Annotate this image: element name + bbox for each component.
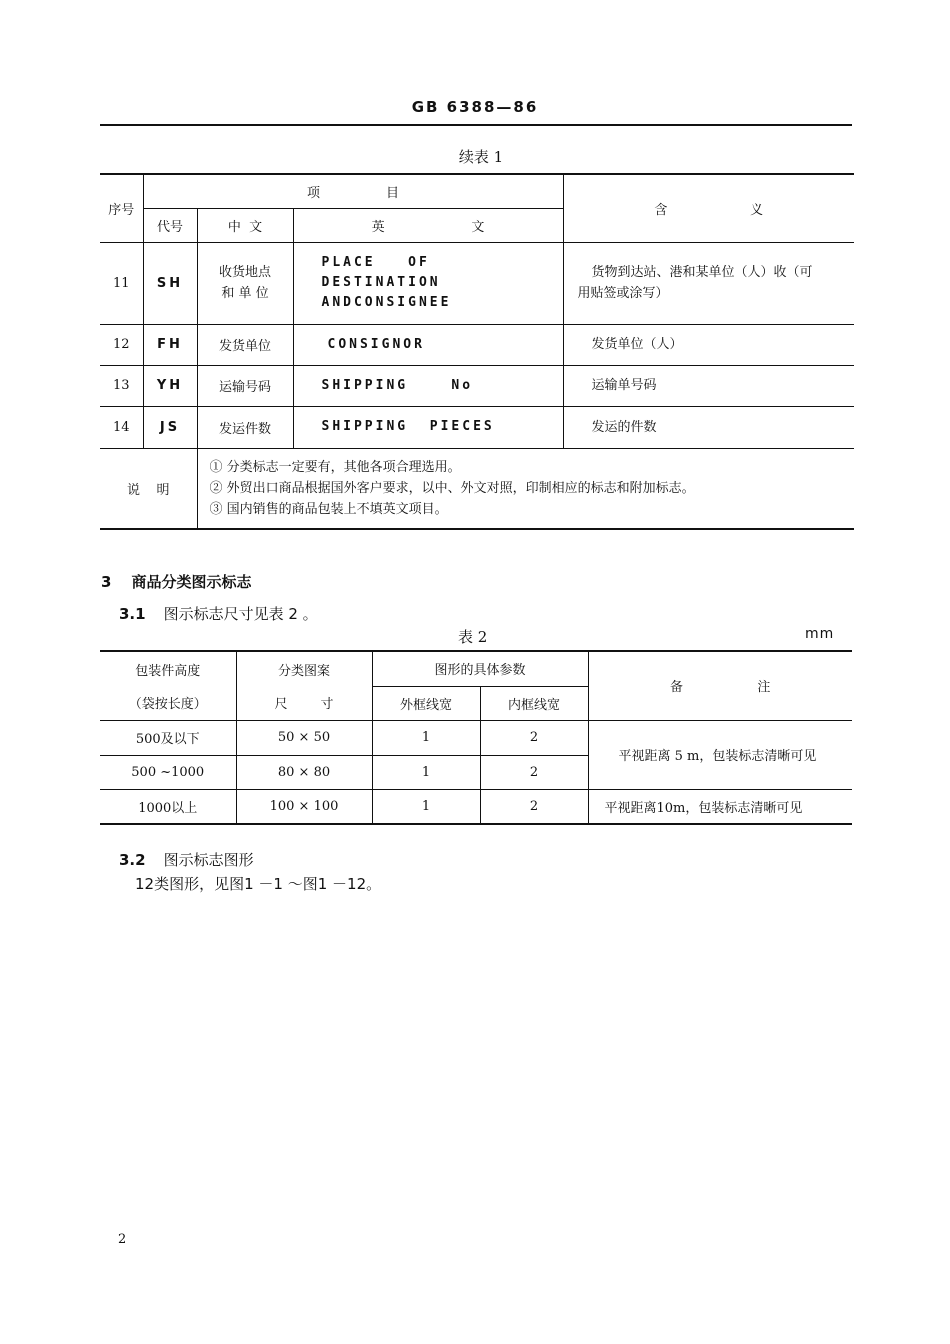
- row-seq: 11: [100, 242, 143, 324]
- table-row: [100, 324, 854, 365]
- inner-width-header: 内框线宽: [480, 686, 588, 720]
- row-meaning: 运输单号码: [563, 365, 854, 406]
- section-3-heading: [101, 571, 251, 592]
- row-cn-line: 收货地点: [218, 265, 271, 280]
- row-meaning-line: 用贴签或涂写）: [577, 286, 669, 301]
- pattern-header: 分类图案: [236, 651, 372, 686]
- row-en-line: PLACE OF: [321, 255, 430, 270]
- section-title: 图示标志图形: [163, 851, 254, 869]
- row-height: 500 ~1000: [100, 755, 236, 789]
- row-cn-line: 和 单 位: [221, 286, 269, 301]
- table1-caption: 续表 1: [458, 148, 504, 166]
- row-inner: 2: [480, 789, 588, 824]
- row-size: 80 × 80: [236, 755, 372, 789]
- row-size: 100 × 100: [236, 789, 372, 824]
- code-header: 代号: [143, 208, 197, 242]
- table2: [100, 650, 852, 825]
- row-cn: 运输号码: [197, 365, 293, 406]
- meaning-header: 含 义: [563, 174, 854, 242]
- row-code: SH: [143, 242, 197, 324]
- row-en: SHIPPING No: [293, 365, 563, 406]
- pkg-height-header: 包装件高度: [100, 651, 236, 686]
- section-number: 3.2: [119, 851, 146, 869]
- notes-content: [197, 448, 854, 529]
- row-meaning: [563, 242, 854, 324]
- header-rule: [100, 124, 852, 126]
- page-number: 2: [118, 1232, 127, 1247]
- row-cn: 发货单位: [197, 324, 293, 365]
- note-item: ② 外贸出口商品根据国外客户要求，以中、外文对照，印制相应的标志和附加标志。: [209, 480, 695, 496]
- section-number: 3: [101, 573, 112, 591]
- row-code: YH: [143, 365, 197, 406]
- section-3-2-text: 12类图形，见图1 －1 ～图1 －12。: [135, 875, 382, 893]
- table2-caption: 表 2: [458, 628, 488, 646]
- row-code: JS: [143, 406, 197, 448]
- row-en-line: ANDCONSIGNEE: [321, 295, 452, 310]
- table1: [100, 173, 854, 530]
- pkg-height-subheader: （袋按长度）: [100, 686, 236, 720]
- params-header: 图形的具体参数: [372, 651, 588, 686]
- row-outer: 1: [372, 789, 480, 824]
- note-item: ① 分类标志一定要有，其他各项合理选用。: [209, 459, 461, 475]
- row-outer: 1: [372, 755, 480, 789]
- row-en: SHIPPING PIECES: [293, 406, 563, 448]
- row-seq: 13: [100, 365, 143, 406]
- pattern-subheader: 尺 寸: [236, 686, 372, 720]
- item-header: 项 目: [143, 174, 563, 208]
- table-row: [100, 242, 854, 324]
- outer-width-header: 外框线宽: [372, 686, 480, 720]
- row-height: 1000以上: [100, 789, 236, 824]
- section-title: 商品分类图示标志: [131, 573, 252, 591]
- row-en: CONSIGNOR: [293, 324, 563, 365]
- remark-header: 备 注: [588, 651, 852, 720]
- table-row: [100, 406, 854, 448]
- section-number: 3.1: [119, 605, 146, 623]
- table-row: [100, 720, 852, 755]
- row-outer: 1: [372, 720, 480, 755]
- table-row: [100, 789, 852, 824]
- section-3-1: [119, 603, 318, 624]
- row-cn: 发运件数: [197, 406, 293, 448]
- notes-label: 说 明: [100, 448, 197, 529]
- row-cn: [197, 242, 293, 324]
- section-text: 图示标志尺寸见表 2 。: [163, 605, 318, 623]
- row-inner: 2: [480, 755, 588, 789]
- row-remark: 平视距离 5 m，包装标志清晰可见: [588, 720, 852, 789]
- row-remark: 平视距离10m，包装标志清晰可见: [588, 789, 852, 824]
- table-row: [100, 365, 854, 406]
- section-3-2: [119, 849, 254, 870]
- table2-unit: mm: [805, 626, 835, 642]
- row-meaning: 发运的件数: [563, 406, 854, 448]
- row-seq: 12: [100, 324, 143, 365]
- row-inner: 2: [480, 720, 588, 755]
- row-code: FH: [143, 324, 197, 365]
- row-size: 50 × 50: [236, 720, 372, 755]
- en-header: 英 文: [293, 208, 563, 242]
- row-meaning-line: 货物到达站、港和某单位（人）收（可: [591, 265, 813, 280]
- row-meaning: 发货单位（人）: [563, 324, 854, 365]
- row-en: [293, 242, 563, 324]
- standard-number: GB 6388—86: [411, 98, 539, 116]
- notes-row: [100, 448, 854, 529]
- row-height: 500及以下: [100, 720, 236, 755]
- cn-header: 中 文: [197, 208, 293, 242]
- row-en-line: DESTINATION: [321, 275, 441, 290]
- seq-header: 序号: [100, 174, 143, 242]
- note-item: ③ 国内销售的商品包装上不填英文项目。: [209, 501, 448, 517]
- row-seq: 14: [100, 406, 143, 448]
